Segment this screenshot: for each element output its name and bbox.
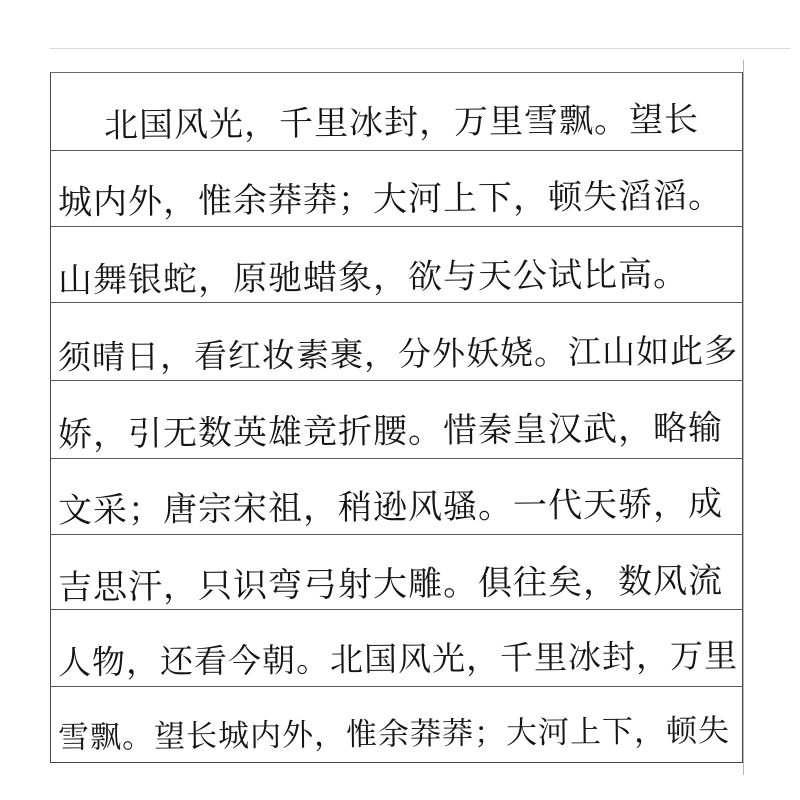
handwritten-line-1: 北国风光，千里冰封，万里雪飘。望长 bbox=[103, 99, 700, 146]
ruled-line bbox=[50, 458, 743, 459]
ruled-line bbox=[50, 686, 743, 687]
page-top-edge bbox=[50, 48, 790, 49]
handwritten-line-7: 吉思汗，只识弯弓射大雕。俱往矣，数风流 bbox=[57, 561, 724, 608]
handwritten-line-6: 文采；唐宗宋祖，稍逊风骚。一代天骄，成 bbox=[57, 484, 724, 531]
handwritten-line-4: 须晴日，看红妆素裹，分外妖娆。江山如此多 bbox=[57, 330, 739, 377]
handwritten-line-2: 城内外，惟余莽莽；大河上下，顿失滔滔。 bbox=[57, 176, 724, 223]
page-right-edge bbox=[743, 60, 744, 775]
handwritten-line-5: 娇，引无数英雄竞折腰。惜秦皇汉武，略输 bbox=[57, 408, 724, 455]
ruled-line-bottom bbox=[50, 762, 743, 763]
ruled-line bbox=[50, 380, 743, 381]
ruled-line bbox=[50, 226, 743, 227]
handwritten-line-8: 人物，还看今朝。北国风光，千里冰封，万里 bbox=[57, 635, 739, 682]
ruled-line bbox=[50, 302, 743, 303]
ruled-line bbox=[50, 534, 743, 535]
ruled-line bbox=[50, 609, 743, 610]
handwritten-line-9: 雪飘。望长城内外，惟余莽莽；大河上下，顿失 bbox=[57, 712, 731, 756]
handwritten-line-3: 山舞银蛇，原驰蜡象，欲与天公试比高。 bbox=[57, 254, 689, 301]
ruled-line bbox=[50, 150, 743, 151]
